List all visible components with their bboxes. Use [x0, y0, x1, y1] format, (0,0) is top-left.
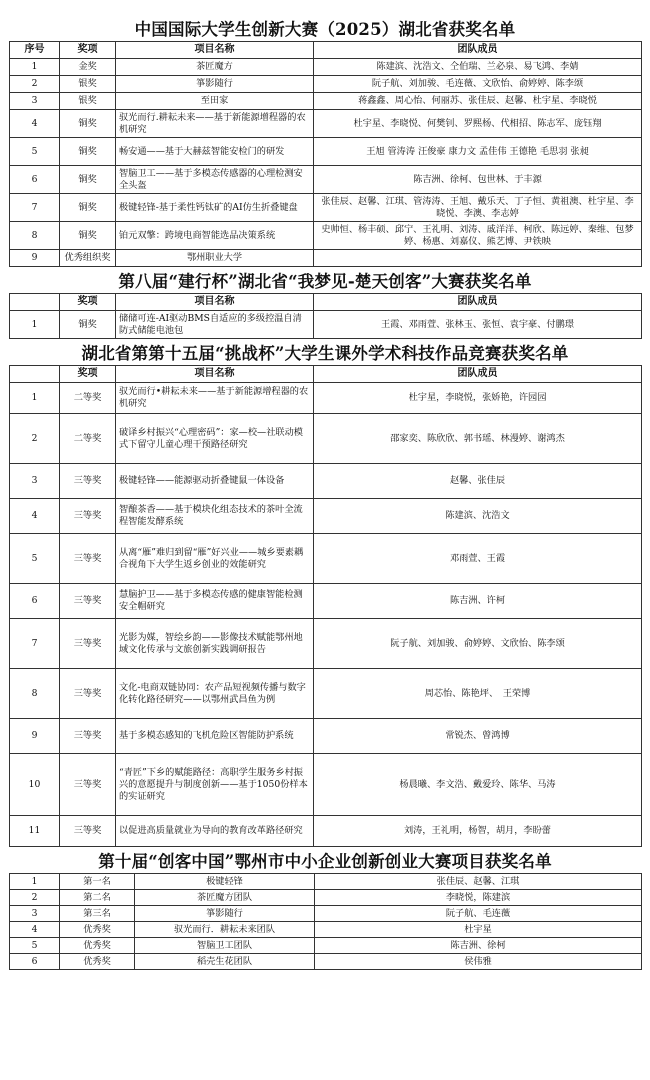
header-index	[10, 294, 60, 311]
table-row	[10, 414, 642, 464]
row-project: 文化-电商双链协同：农产品短视频传播与数字化转化路径研究——以鄂州武昌鱼为例	[116, 669, 314, 719]
row-members	[314, 250, 642, 267]
row-award: 三等奖	[60, 754, 116, 816]
row-award: 三等奖	[60, 669, 116, 719]
row-members: 王霞、邓雨萱、张林玉、张恒、袁宇豪、付鹏璟	[314, 311, 642, 339]
award-table-tiaozhan	[9, 365, 642, 847]
row-award: 三等奖	[60, 499, 116, 534]
row-members: 张佳辰、赵馨、江琪、管涛涛、王旭、戴乐天、丁子恒、黄祖澳、杜宇星、李晓悦、李澳、李志婷	[314, 194, 642, 222]
row-index: 3	[10, 93, 60, 110]
row-award: 第一名	[60, 874, 135, 890]
row-project: 箏影随行	[116, 76, 314, 93]
header-award: 奖项	[60, 366, 116, 383]
row-award: 铜奖	[60, 222, 116, 250]
row-members: 周芯怡、陈艳坪、 王荣博	[314, 669, 642, 719]
section-title: 第十届“创客中国”鄂州市中小企业创新创业大赛项目获奖名单	[98, 852, 552, 871]
table-row	[10, 93, 642, 110]
header-project: 项目名称	[116, 366, 314, 383]
row-project: 光影为媒，智绘乡韵——影像技术赋能鄂州地域文化传承与文旅创新实践调研报告	[116, 619, 314, 669]
table-row	[10, 906, 642, 922]
row-award: 三等奖	[60, 464, 116, 499]
table-row	[10, 754, 642, 816]
row-index: 6	[10, 954, 60, 970]
row-members: 李晓悦，陈建滨	[315, 890, 642, 906]
row-members: 张佳辰、赵馨、江琪	[315, 874, 642, 890]
row-index: 3	[10, 464, 60, 499]
table-row	[10, 110, 642, 138]
row-project: 至田家	[116, 93, 314, 110]
section-title: 第八届“建行杯”湖北省“我梦见-楚天创客”大赛获奖名单	[118, 272, 532, 291]
table-header-row	[10, 42, 642, 59]
table-row	[10, 874, 642, 890]
award-table-innovation	[9, 41, 642, 267]
table-row	[10, 311, 642, 339]
table-row	[10, 138, 642, 166]
row-award: 铜奖	[60, 311, 116, 339]
row-award: 铜奖	[60, 166, 116, 194]
table-row	[10, 383, 642, 414]
row-project: 以促进高质量就业为导向的教育改革路径研究	[116, 816, 314, 847]
row-index: 4	[10, 110, 60, 138]
row-award: 三等奖	[60, 534, 116, 584]
table-row	[10, 584, 642, 619]
header-project: 项目名称	[116, 42, 314, 59]
row-members: 陈吉洲、徐柯、包世林、于丰源	[314, 166, 642, 194]
row-award: 银奖	[60, 93, 116, 110]
table-row	[10, 938, 642, 954]
row-index: 1	[10, 383, 60, 414]
row-index: 1	[10, 311, 60, 339]
header-index: 序号	[10, 42, 60, 59]
row-index: 1	[10, 59, 60, 76]
row-index: 2	[10, 76, 60, 93]
table-row	[10, 194, 642, 222]
row-award: 铜奖	[60, 138, 116, 166]
table-header-row	[10, 366, 642, 383]
row-members: 邵家奕、陈欣欣、郭书瑶、林漫婷、谢鸿杰	[314, 414, 642, 464]
header-award: 奖项	[60, 42, 116, 59]
header-award: 奖项	[60, 294, 116, 311]
row-members: 常锐杰、曾鸿博	[314, 719, 642, 754]
row-members: 陈建滨、沈浩文	[314, 499, 642, 534]
row-award: 优秀奖	[60, 922, 135, 938]
row-award: 二等奖	[60, 414, 116, 464]
row-index: 7	[10, 619, 60, 669]
row-members: 陈吉洲、许柯	[314, 584, 642, 619]
row-index: 8	[10, 669, 60, 719]
row-members: 邓雨萱、王霞	[314, 534, 642, 584]
table-row	[10, 619, 642, 669]
row-project: 储储可连-AI驱动BMS自适应的多级控温自清防式储能电池包	[116, 311, 314, 339]
header-members: 团队成员	[314, 366, 642, 383]
section-title: 湖北省第第十五届“挑战杯”大学生课外学术科技作品竞赛获奖名单	[81, 344, 569, 363]
row-members: 阮子航、刘加骏、俞婷婷、文欣怡、陈李颂	[314, 619, 642, 669]
row-members: 陈建滨、沈浩文、仝伯瑞、兰必泉、易飞鸿、李婧	[314, 59, 642, 76]
row-project: 极键轻锋	[135, 874, 315, 890]
row-project: 畅安通——基于大赫兹智能安检门的研发	[116, 138, 314, 166]
table-row	[10, 922, 642, 938]
row-index: 9	[10, 250, 60, 267]
row-members: 侯伟雅	[315, 954, 642, 970]
award-table-jianhang	[9, 293, 642, 339]
row-index: 2	[10, 414, 60, 464]
row-members: 阮子航、刘加骏、毛连薇、文欣怡、俞婷婷、陈李颂	[314, 76, 642, 93]
award-list-page	[0, 20, 650, 1080]
row-award: 铜奖	[60, 194, 116, 222]
row-index: 5	[10, 534, 60, 584]
row-index: 5	[10, 138, 60, 166]
row-index: 8	[10, 222, 60, 250]
table-row	[10, 816, 642, 847]
row-index: 6	[10, 166, 60, 194]
table-row	[10, 890, 642, 906]
row-project: 铂元双擎：跨境电商智能选品决策系统	[116, 222, 314, 250]
row-index: 7	[10, 194, 60, 222]
row-project: 极键轻锋——能源驱动折叠键鼠一体设备	[116, 464, 314, 499]
row-members: 赵馨、张佳辰	[314, 464, 642, 499]
row-index: 9	[10, 719, 60, 754]
header-project: 项目名称	[116, 294, 314, 311]
table-row	[10, 534, 642, 584]
row-members: 杜宇星	[315, 922, 642, 938]
row-project: 茶匠魔方	[116, 59, 314, 76]
row-project: 稻壳生花团队	[135, 954, 315, 970]
row-project: 从离“雁”难归到留“雁”好兴业——城乡要素耦合视角下大学生返乡创业的效能研究	[116, 534, 314, 584]
row-project: 慧脑护卫——基于多模态传感的健康智能检测安全帽研究	[116, 584, 314, 619]
row-index: 10	[10, 754, 60, 816]
table-row	[10, 954, 642, 970]
row-project: 智脑卫工——基于多模态传感器的心理检测安全头盔	[116, 166, 314, 194]
table-row	[10, 669, 642, 719]
section-title: 中国国际大学生创新大赛（2025）湖北省获奖名单	[134, 20, 516, 39]
row-award: 优秀奖	[60, 938, 135, 954]
row-project: 基于多模态感知的飞机危险区智能防护系统	[116, 719, 314, 754]
row-award: 三等奖	[60, 584, 116, 619]
row-project: 智脑卫工团队	[135, 938, 315, 954]
row-members: 杜宇星，李晓悦，张娇艳，许园园	[314, 383, 642, 414]
row-project: 鄂州职业大学	[116, 250, 314, 267]
row-project: 驭光而行.耕耘未来——基于新能源增程器的农机研究	[116, 110, 314, 138]
row-members: 杜宇星、李晓悦、何樊钊、罗熙杨、代相招、陈志军、庞钰翔	[314, 110, 642, 138]
table-row	[10, 464, 642, 499]
row-index: 4	[10, 922, 60, 938]
table-row	[10, 250, 642, 267]
table-row	[10, 499, 642, 534]
row-award: 第三名	[60, 906, 135, 922]
row-project: “青匠”下乡的赋能路径：高职学生服务乡村振兴的意愿提升与制度创新——基于1050份样本的实证研究	[116, 754, 314, 816]
row-project: 驭光而行•耕耘未来——基于新能源增程器的农机研究	[116, 383, 314, 414]
row-award: 优秀奖	[60, 954, 135, 970]
row-index: 6	[10, 584, 60, 619]
table-row	[10, 222, 642, 250]
row-award: 三等奖	[60, 619, 116, 669]
row-members: 蒋鑫鑫、周心怡、何丽苏、张佳辰、赵馨、杜宇星、李晓悦	[314, 93, 642, 110]
row-members: 刘涛，王礼明，杨智，胡月，李盼蕾	[314, 816, 642, 847]
row-index: 1	[10, 874, 60, 890]
row-award: 金奖	[60, 59, 116, 76]
row-award: 三等奖	[60, 816, 116, 847]
row-award: 三等奖	[60, 719, 116, 754]
row-project: 智酿茶香——基于模块化组态技术的茶叶全流程智能发酵系统	[116, 499, 314, 534]
table-row	[10, 59, 642, 76]
row-award: 二等奖	[60, 383, 116, 414]
row-project: 茶匠魔方团队	[135, 890, 315, 906]
row-project: 驭光而行．耕耘未来团队	[135, 922, 315, 938]
row-members: 陈吉洲、徐柯	[315, 938, 642, 954]
row-members: 史帅恒、杨丰硕、邱宁、王礼明、刘涛、戚洋洋、柯欣、陈远婷、秦维、包梦婷、杨惠、刘嘉仪、熊艺博、尹铁映	[314, 222, 642, 250]
row-project: 破译乡村振兴“心理密码”：家—校—社联动模式下留守儿童心理干预路径研究	[116, 414, 314, 464]
table-row	[10, 76, 642, 93]
row-index: 2	[10, 890, 60, 906]
row-index: 5	[10, 938, 60, 954]
row-award: 铜奖	[60, 110, 116, 138]
header-members: 团队成员	[314, 42, 642, 59]
row-members: 阮子航、毛连薇	[315, 906, 642, 922]
row-members: 杨晨曦、李文浩、戴爱玲、陈华、马涛	[314, 754, 642, 816]
row-project: 箏影随行	[135, 906, 315, 922]
row-award: 银奖	[60, 76, 116, 93]
row-index: 11	[10, 816, 60, 847]
award-table-chuangke	[9, 873, 642, 970]
table-header-row	[10, 294, 642, 311]
table-row	[10, 719, 642, 754]
row-index: 3	[10, 906, 60, 922]
row-project: 极键轻锋-基于柔性钙钛矿的AI仿生折叠键盘	[116, 194, 314, 222]
table-row	[10, 166, 642, 194]
row-award: 优秀组织奖	[60, 250, 116, 267]
header-members: 团队成员	[314, 294, 642, 311]
row-index: 4	[10, 499, 60, 534]
row-members: 王旭 管涛涛 汪俊豪 康力文 孟佳伟 王德艳 毛思羽 张昶	[314, 138, 642, 166]
header-index	[10, 366, 60, 383]
row-award: 第二名	[60, 890, 135, 906]
